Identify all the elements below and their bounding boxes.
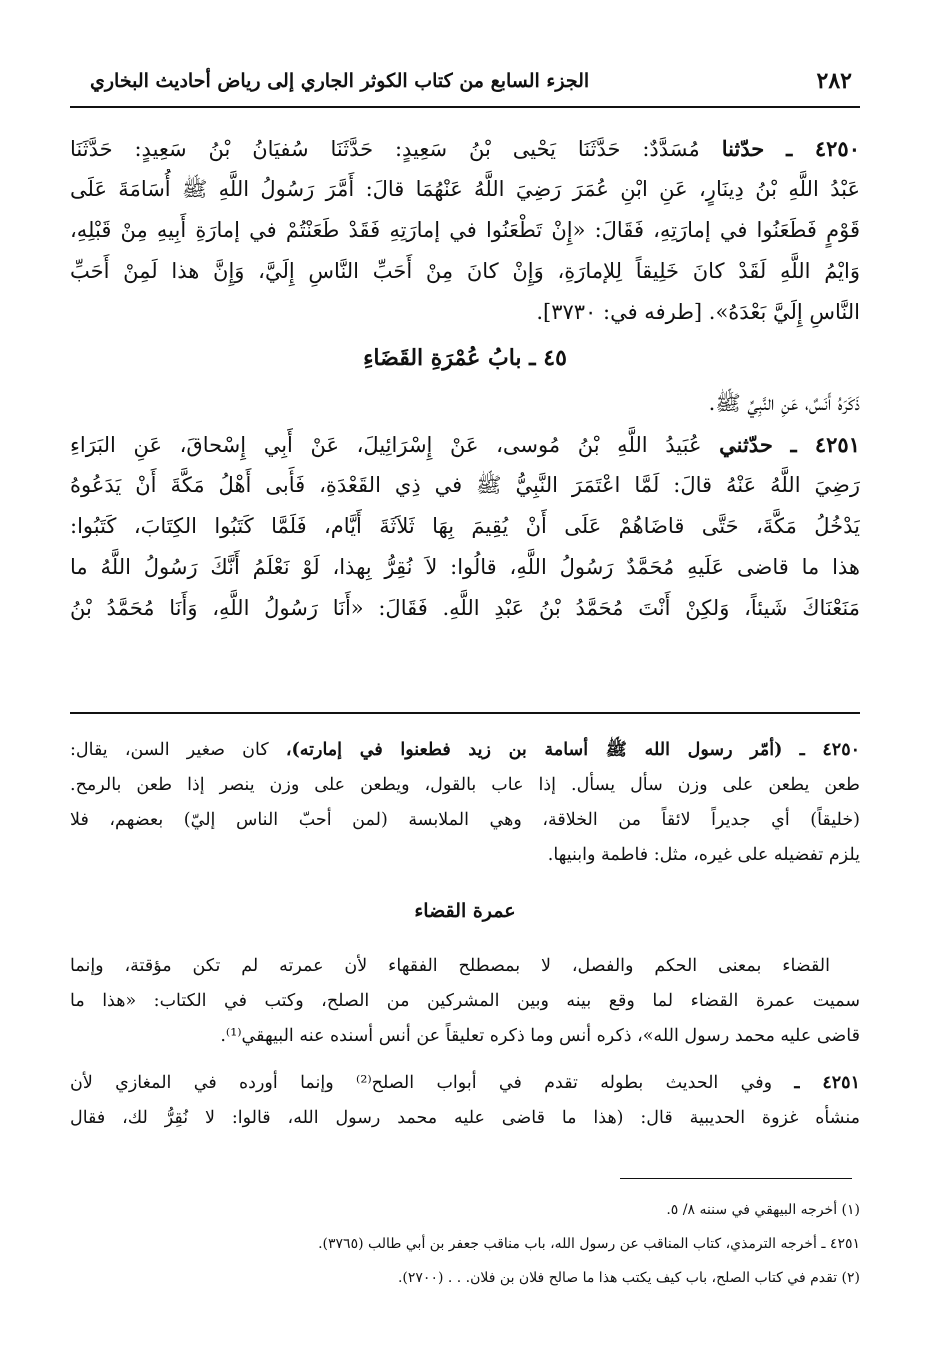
text-line: سميت عمرة القضاء لما وقع بينه وبين المشركين من الصلح، وكتب في الكتاب: «هذا ما (70, 991, 860, 1011)
text-line: قاضى عليه محمد رسول الله»، ذكره أنس وما ذكره تعليقاً عن أنس أسنده عنه البيهقي⁽¹⁾. (220, 1026, 860, 1046)
text-line: مَنَعْنَاكَ شَيئاً، وَلكِنْ أَنْتَ مُحَمَّدُ بْنُ عَبْدِ اللَّهِ. فَقَالَ: «أَنَا رَسُولُ اللَّهِ، وَأَنَا مُحَمَّدُ بْنُ (70, 596, 860, 620)
text-line: وَايْمُ اللَّهِ لَقَدْ كانَ خَلِيقاً لِلإمارَةِ، وَإِنْ كانَ مِنْ أَحَبِّ النَّاسِ إِلَيَّ، وَإِنَّ هذا لَمِنْ أَحَبِّ (70, 259, 860, 283)
chapter-heading: ٤٥ ـ بابُ عُمْرَةِ القَضَاءِ (363, 345, 567, 371)
text-line (70, 733, 860, 768)
text-line: يلزم تفضيله على غيره، مثل: فاطمة وابنيها. (547, 845, 860, 865)
text-line: القضاء بمعنى الحكم والفصل، لا بمصطلح الفقهاء لأن عمرته لم تكن مؤقتة، وإنما (70, 956, 830, 976)
hadith-4250 (70, 128, 860, 629)
text-line: طعن يطعن على وزن سأل يسأل. إذا عاب بالقول، ويطعن على وزن ينصر إذا طعن بالرمح. (70, 775, 860, 795)
commentary-number: ٤٢٥١ ـ (794, 1073, 860, 1093)
text-line: هذا ما قاضى عَلَيهِ مُحَمَّدٌ رَسُولُ اللَّهِ، قالُوا: لاَ نُقِرُّ بِهذا، لَوْ نَعْلَمُ أَنَّكَ رَسُولُ اللَّهُ ما (70, 555, 860, 579)
text-line (70, 424, 860, 465)
text: مُسَدَّدٌ: حَدَّثَنَا يَحْيى بْنُ سَعِيدٍ: حَدَّثَنَا سُفيَانُ بْنُ سَعِيدٍ: حَدَّثَنَا (70, 137, 700, 161)
section-heading: عمرة القضاء (414, 900, 516, 922)
text-line: يَدْخُلُ مَكَّةَ، حَتَّى قاضَاهُمْ عَلَى أَنْ يُقِيمَ بِهَا ثَلاَثَةَ أَيَّام، فَلَمَّا كَتَبُوا الكِتَابَ، كَتَبُوا: (70, 514, 860, 538)
text-line: رَضِيَ اللَّهُ عَنْهُ قالَ: لَمَّا اعْتَمَرَ النَّبِيُّ ﷺ في ذِي القَعْدَةِ، فَأَبى أَهْلُ مَكَّةَ أَنْ يَدَعُوهُ (70, 473, 860, 497)
footnote-divider (620, 1178, 852, 1179)
running-title: الجزء السابع من كتاب الكوثر الجاري إلى رياض أحاديث البخاري (90, 70, 590, 92)
hadith-lead: حدّثنا (721, 136, 765, 161)
quoted-phrase: (أمّر رسول الله ﷺ أسامة بن زيد فطعنوا في إمارته)، (285, 740, 783, 760)
footnotes (70, 1193, 860, 1295)
hadith-number: ٤٢٥٠ ـ (786, 136, 860, 161)
text: عُبَيدُ اللَّهِ بْنُ مُوسى، عَنْ إِسْرَائِيلَ، عَنْ أَبِي إِسْحاقَ، عَنِ البَرَاءِ (70, 433, 702, 457)
commentary-number: ٤٢٥٠ ـ (799, 740, 860, 760)
text-line: عَبْدُ اللَّهِ بْنُ دِينَارٍ، عَنِ ابْنِ عُمَرَ رَضِيَ اللَّهُ عَنْهُمَا قالَ: أَمَّرَ رَسُولُ اللَّهِ ﷺ أُسَامَةَ عَلَى (70, 177, 860, 201)
page-number: ٢٨٢ (816, 68, 852, 94)
hadith-number: ٤٢٥١ ـ (790, 432, 860, 457)
footnote: (١) أخرجه البيهقي في سننه ٨/ ٥. (666, 1202, 860, 1218)
page-header (70, 62, 860, 108)
text-line: (خليقاً) أي جديراً لائقاً من الخلاقة، وهي الملابسة (لمن أحبّ الناس إليّ) بعضهم، فلا (70, 810, 860, 830)
text-line: قَوْمٍ فَطَعَنُوا في إمارَتِهِ، فَقَالَ: «إِنْ تَطْعَنُوا في إمارَتِهِ فَقَدْ طَعَنْتُمْ في إمارَةِ أَبِيهِ مِنْ قَبْلِهِ، (70, 218, 860, 242)
divider (70, 712, 860, 714)
text-line: منشأه غزوة الحديبية قال: (هذا ما قاضى عليه محمد رسول الله، قالوا: لا نُقِرُّ لك، فقال (70, 1108, 860, 1128)
footnote: (٢) تقدم في كتاب الصلح، باب كيف يكتب هذا ما صالح فلان بن فلان. . . (٢٧٠٠). (397, 1270, 860, 1286)
text: وفي الحديث بطوله تقدم في أبواب الصلح⁽²⁾ وإنما أورده في المغازي لأن (70, 1073, 773, 1093)
hadith-lead: حدّثني (719, 432, 773, 457)
footnote: ٤٢٥١ ـ أخرجه الترمذي، كتاب المناقب عن رسول الله، باب مناقب جعفر بن أبي طالب (٣٧٦٥). (318, 1236, 860, 1252)
text-line (70, 1066, 860, 1101)
text-line (70, 128, 860, 169)
text: كان صغير السن، يقال: (70, 740, 269, 760)
chapter-note: ذَكَرَهُ أَنَسٌ، عَنِ النَّبِيِّ ﷺ. (708, 391, 860, 415)
commentary (70, 733, 860, 1136)
text-line: النَّاسِ إِلَيَّ بَعْدَهُ». [طرفه في: ٣٧٣٠]. (536, 300, 860, 324)
